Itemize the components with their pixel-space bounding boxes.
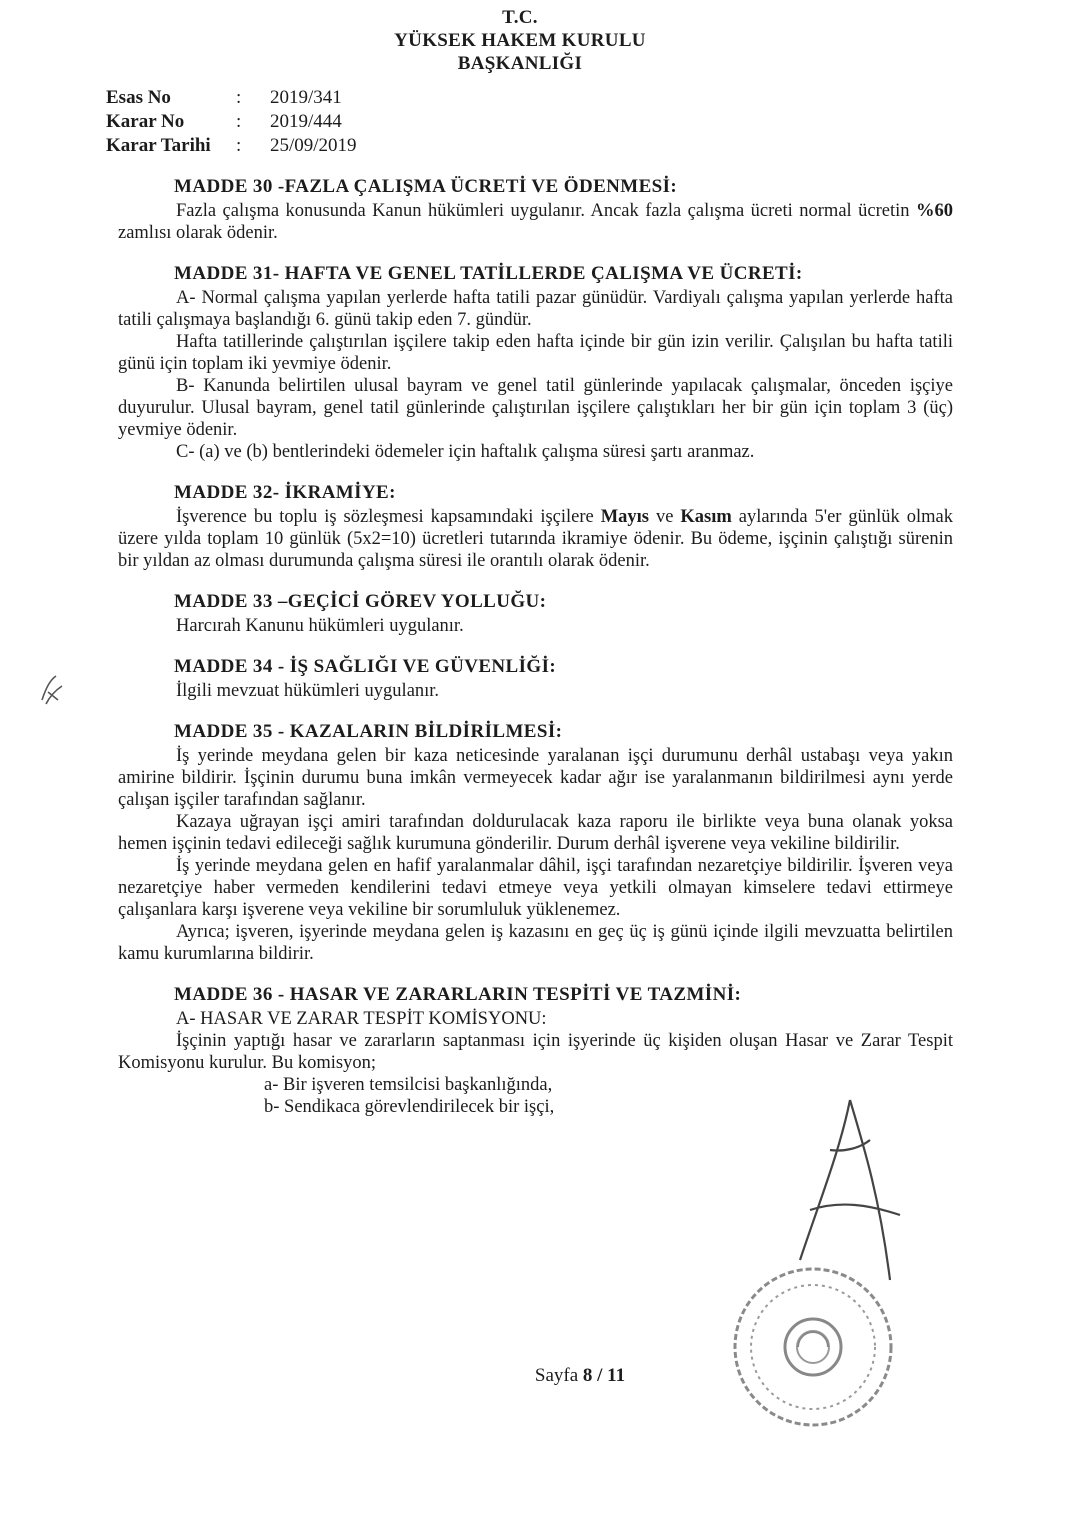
handwritten-signature-icon	[770, 1090, 920, 1290]
meta-row-tarih	[106, 134, 357, 158]
meta-label: Esas No	[106, 87, 171, 108]
text-run: zamlısı olarak ödenir.	[118, 223, 278, 243]
article-paragraph	[118, 200, 953, 244]
article-33	[118, 591, 953, 637]
article-paragraph: A- Normal çalışma yapılan yerlerde hafta tatili pazar günüdür. Vardiyalı çalışma yapılan yerlerde hafta tatili çalışmaya başlandığı 6. günü takip eden 7. gündür.	[118, 288, 953, 330]
meta-value: 2019/341	[270, 87, 342, 108]
article-paragraph: İş yerinde meydana gelen bir kaza neticesinde yaralanan işçi durumunu derhâl ustabaşı veya yakın amirine bildirir. İşçinin durumu buna imkân vermeyecek kadar ağır ise yaralanmanın bildirilmesi aynı yerde çalışan işçiler tarafından sağlanır.	[118, 746, 953, 810]
header-department: BAŞKANLIĞI	[457, 53, 583, 74]
article-title: MADDE 36 - HASAR VE ZARARLARIN TESPİTİ VE TAZMİNİ:	[174, 984, 742, 1005]
article-32	[118, 482, 953, 572]
text-run-bold: %60	[916, 201, 953, 221]
page-number	[490, 1365, 670, 1387]
official-seal-stamp-icon	[728, 1262, 898, 1432]
text-run: Fazla çalışma konusunda Kanun hükümleri uygulanır. Ancak fazla çalışma ücreti normal ücretin	[176, 201, 916, 221]
article-31	[118, 263, 953, 463]
page-number-prefix: Sayfa	[534, 1365, 583, 1386]
list-item: b- Sendikaca görevlendirilecek bir işçi,	[264, 1097, 555, 1117]
margin-initial-mark-icon	[36, 670, 66, 710]
meta-value: 25/09/2019	[270, 135, 357, 156]
article-paragraph: C- (a) ve (b) bentlerindeki ödemeler için haftalık çalışma süresi şartı aranmaz.	[176, 442, 755, 462]
meta-label: Karar No	[106, 111, 185, 132]
header-institution: YÜKSEK HAKEM KURULU	[394, 30, 646, 51]
article-paragraph: Harcırah Kanunu hükümleri uygulanır.	[176, 616, 464, 636]
meta-row-esas	[106, 86, 357, 110]
document-body	[118, 176, 953, 1137]
meta-separator: :	[236, 135, 242, 156]
text-run-bold: Mayıs	[600, 507, 650, 527]
article-paragraph	[118, 506, 953, 572]
article-paragraph: Hafta tatillerinde çalıştırılan işçilere takip eden hafta içinde bir gün izin verilir. Çalışılan bu hafta tatili günü için toplam iki yevmiye ödenir.	[118, 332, 953, 374]
article-34	[118, 656, 953, 702]
list-item: a- Bir işveren temsilcisi başkanlığında,	[264, 1075, 553, 1095]
document-header	[300, 6, 740, 75]
article-paragraph: B- Kanunda belirtilen ulusal bayram ve genel tatil günlerinde yapılacak çalışmalar, önceden işçiye duyurulur. Ulusal bayram, genel tatil günlerinde çalıştırılan işçilere çalıştıkları her bir gün için toplam 3 (üç) yevmiye ödenir.	[118, 376, 953, 440]
page-number-value: 8 / 11	[582, 1365, 626, 1386]
meta-label: Karar Tarihi	[106, 135, 211, 156]
article-30	[118, 176, 953, 244]
article-paragraph: İlgili mevzuat hükümleri uygulanır.	[176, 681, 440, 701]
article-paragraph: İşçinin yaptığı hasar ve zararların saptanması için işyerinde üç kişiden oluşan Hasar ve Zarar Tespit Komisyonu kurulur. Bu komisyon;	[118, 1031, 953, 1073]
meta-value: 2019/444	[270, 111, 342, 132]
article-title: MADDE 33 –GEÇİCİ GÖREV YOLLUĞU:	[174, 591, 547, 612]
article-title: MADDE 32- İKRAMİYE:	[174, 482, 396, 503]
article-title: MADDE 31- HAFTA VE GENEL TATİLLERDE ÇALIŞMA VE ÜCRETİ:	[174, 263, 803, 284]
article-35	[118, 721, 953, 965]
article-subheading: A- HASAR VE ZARAR TESPİT KOMİSYONU:	[176, 1009, 547, 1029]
meta-separator: :	[236, 111, 242, 132]
article-paragraph: Kazaya uğrayan işçi amiri tarafından doldurulacak kaza raporu ile birlikte veya buna olanak yoksa hemen işçinin tedavi edileceği sağlık kurumuna gönderilir. Durum derhâl işverene veya vekiline bildirilir.	[118, 812, 953, 854]
text-run: ve	[649, 507, 681, 527]
header-country: T.C.	[502, 7, 538, 28]
text-run: aylarında 5'er günlük olmak üzere yılda toplam 10 günlük (5x2=10) ücretleri tutarında ikramiye ödenir. Bu ödeme, işçinin çalıştığı sürenin bir yıldan az olması durumunda çalışma süresi ile orantılı olarak ödenir.	[118, 507, 953, 571]
article-paragraph: İş yerinde meydana gelen en hafif yaralanmalar dâhil, işçi tarafından nezaretçiye bildirilir. İşveren veya nezaretçiye haber vermeden kendilerini tedavi etmeye veya yetkili olmayan kimselere tedavi ettirmeye çalışanlara karşı işverene veya vekiline bir sorumluluk yüklenemez.	[118, 856, 953, 920]
article-paragraph: Ayrıca; işveren, işyerinde meydana gelen iş kazasını en geç üç iş günü içinde ilgili mevzuatta belirtilen kamu kurumlarına bildirir.	[118, 922, 953, 964]
case-metadata	[106, 86, 357, 158]
article-title: MADDE 34 - İŞ SAĞLIĞI VE GÜVENLİĞİ:	[174, 656, 557, 677]
text-run-bold: Kasım	[680, 507, 732, 527]
meta-row-karar	[106, 110, 357, 134]
article-title: MADDE 35 - KAZALARIN BİLDİRİLMESİ:	[174, 721, 563, 742]
text-run: İşverence bu toplu iş sözleşmesi kapsamındaki işçilere	[176, 507, 601, 527]
article-title: MADDE 30 -FAZLA ÇALIŞMA ÜCRETİ VE ÖDENMESİ:	[174, 176, 678, 197]
meta-separator: :	[236, 87, 242, 108]
